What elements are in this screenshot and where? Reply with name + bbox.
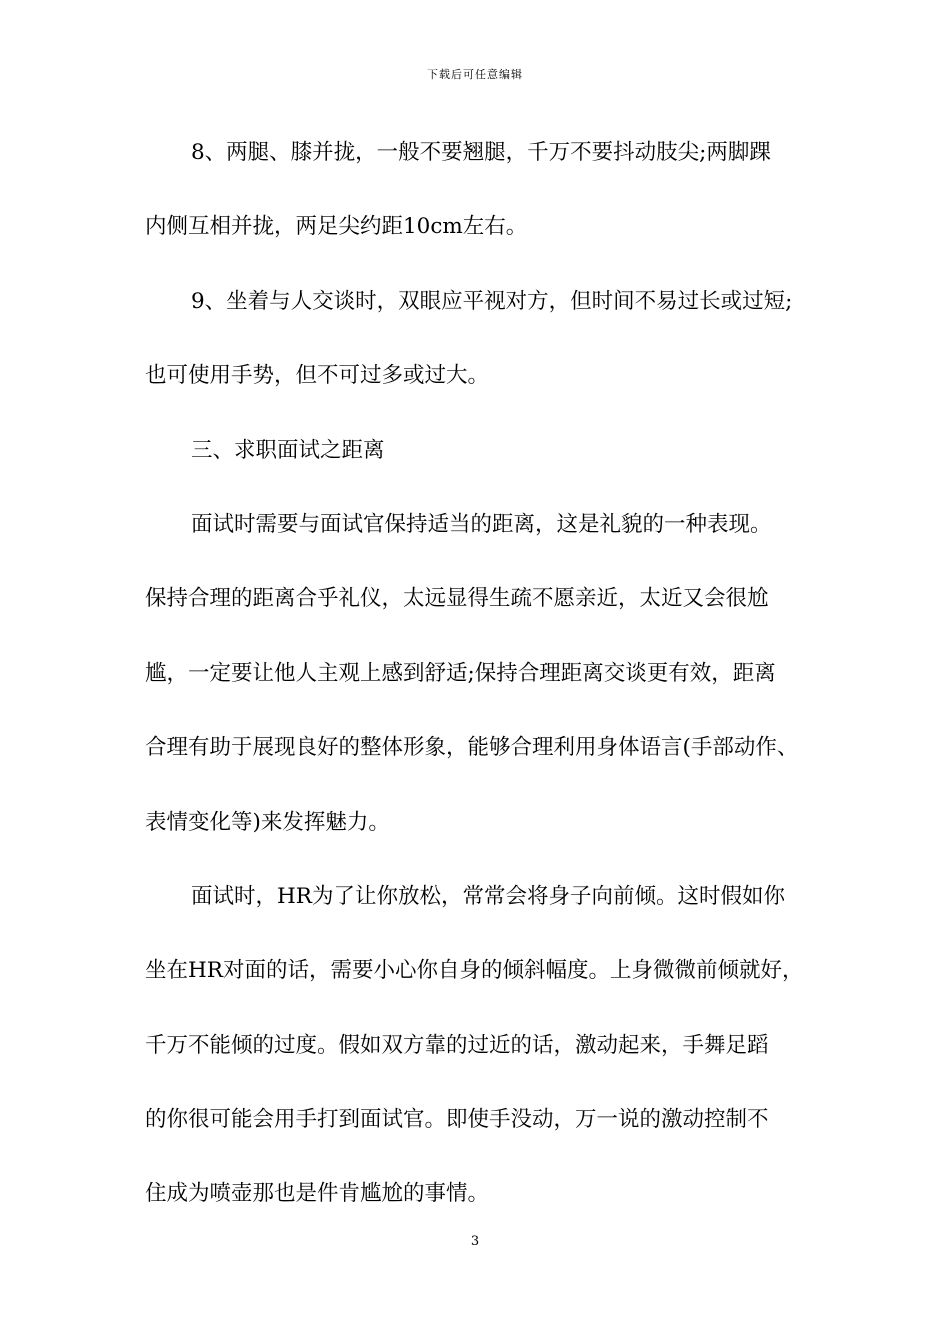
- paragraph-line: 8、两腿、膝并拢，一般不要翘腿，千万不要抖动肢尖;两脚踝: [191, 140, 771, 165]
- page-number: 3: [470, 1234, 480, 1249]
- document-body: [145, 134, 810, 1212]
- paragraph-line: 9、坐着与人交谈时，双眼应平视对方，但时间不易过长或过短;: [191, 288, 793, 314]
- paragraph-line: 内侧互相并拢，两足尖约距10cm左右。: [145, 214, 528, 240]
- paragraph-line: 保持合理的距离合乎礼仪，太远显得生疏不愿亲近，太近又会很尬: [145, 586, 769, 612]
- paragraph-line: 合理有助于展现良好的整体形象，能够合理利用身体语言(手部动作、: [145, 735, 799, 761]
- paragraph-line: 也可使用手势，但不可过多或过大。: [145, 363, 490, 389]
- page-header: 下载后可任意编辑: [427, 68, 523, 81]
- paragraph-line: 尴，一定要让他人主观上感到舒适;保持合理距离交谈更有效，距离: [145, 660, 776, 686]
- paragraph-line: 面试时，HR为了让你放松，常常会将身子向前倾。这时假如你: [191, 883, 785, 909]
- paragraph-line: 千万不能倾的过度。假如双方靠的过近的话，激动起来，手舞足蹈: [145, 1032, 769, 1058]
- paragraph-line: 坐在HR对面的话，需要小心你自身的倾斜幅度。上身微微前倾就好，: [145, 958, 804, 984]
- paragraph-line: 住成为喷壶那也是件肯尴尬的事情。: [145, 1181, 490, 1207]
- paragraph-line: 表情变化等)来发挥魅力。: [145, 809, 390, 835]
- paragraph-line: 的你很可能会用手打到面试官。即使手没动，万一说的激动控制不: [145, 1107, 769, 1133]
- section-heading: 三、求职面试之距离: [191, 437, 385, 463]
- paragraph-line: 面试时需要与面试官保持适当的距离，这是礼貌的一种表现。: [191, 511, 772, 537]
